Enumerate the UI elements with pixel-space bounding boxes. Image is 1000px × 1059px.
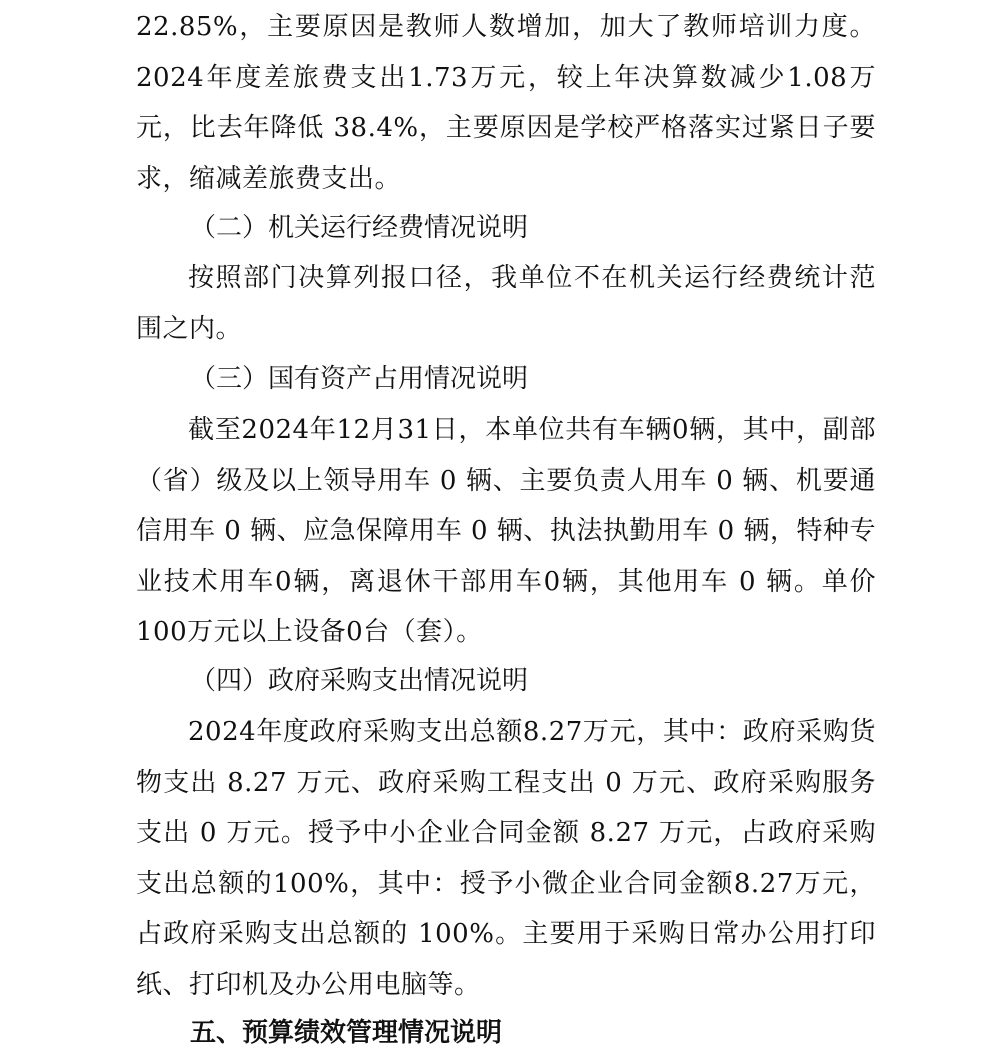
paragraph-state-assets: 截至2024年12月31日，本单位共有车辆0辆，其中，副部（省）级及以上领导用车 0 辆、主要负责人用车 0 辆、机要通信用车 0 辆、应急保障用车 0 辆、执法执勤用车 0 辆，特种专业技术用车0辆，离退休干部用车0辆，其他用车 0 辆。单价100万元以上设备0台（套）。 — [136, 415, 876, 647]
paragraph-travel-expenses: 22.85%，主要原因是教师人数增加，加大了教师培训力度。2024年度差旅费支出1.73万元，较上年决算数减少1.08万元，比去年降低 38.4%，主要原因是学校严格落实过紧日子要求，缩减差旅费支出。 — [136, 12, 876, 194]
heading-state-assets: （三）国有资产占用情况说明 — [190, 364, 529, 394]
heading-government-procurement: （四）政府采购支出情况说明 — [190, 666, 529, 696]
heading-operating-expenses: （二）机关运行经费情况说明 — [190, 213, 529, 243]
paragraph-operating-expenses: 按照部门决算列报口径，我单位不在机关运行经费统计范围之内。 — [136, 263, 876, 344]
paragraph-government-procurement: 2024年度政府采购支出总额8.27万元，其中：政府采购货物支出 8.27 万元、政府采购工程支出 0 万元、政府采购服务支出 0 万元。授予中小企业合同金额 8.27 万元，占政府采购支出总额的100%，其中：授予小微企业合同金额8.27万元，占政府采购支出总额的 100%。主要用于采购日常办公用打印纸、打印机及办公用电脑等。 — [136, 717, 876, 1000]
heading-section-five: 五、预算绩效管理情况说明 — [190, 1018, 503, 1048]
